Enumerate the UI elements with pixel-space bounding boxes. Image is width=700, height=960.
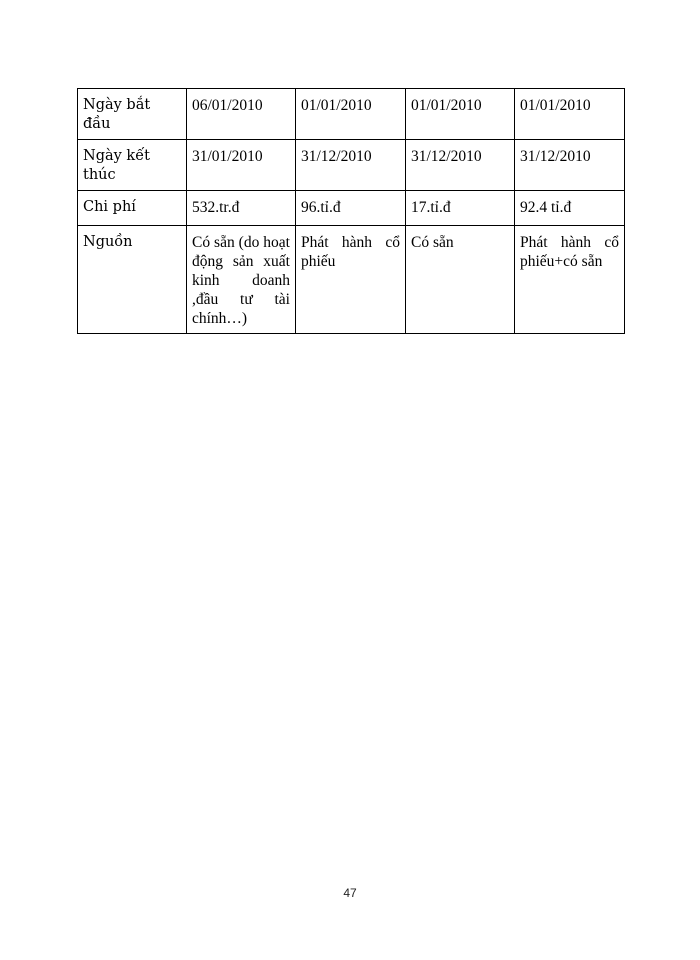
table-cell: 31/12/2010 [406, 140, 515, 191]
table-row-start-date [78, 89, 625, 140]
table-cell: 96.tỉ.đ [296, 191, 406, 226]
table-cell: Phát hành cổ phiếu+có sẵn [515, 226, 625, 334]
table-cell: 532.tr.đ [187, 191, 296, 226]
row-label: Ngày bắt đầu [78, 89, 187, 140]
row-label: Chi phí [78, 191, 187, 226]
table-row-end-date [78, 140, 625, 191]
project-table [77, 88, 625, 334]
table-cell: 01/01/2010 [406, 89, 515, 140]
table-cell: 31/01/2010 [187, 140, 296, 191]
row-label: Nguồn [78, 226, 187, 334]
row-label: Ngày kết thúc [78, 140, 187, 191]
table-cell: 01/01/2010 [296, 89, 406, 140]
table-cell: 31/12/2010 [296, 140, 406, 191]
table-row-source [78, 226, 625, 334]
table-cell: 06/01/2010 [187, 89, 296, 140]
table-cell: Có sẵn (do hoạt động sản xuất kinh doanh ,đầu tư tài chính…) [187, 226, 296, 334]
table-row-cost [78, 191, 625, 226]
table-cell: 31/12/2010 [515, 140, 625, 191]
table-cell: Phát hành cổ phiếu [296, 226, 406, 334]
table-cell: 92.4 tỉ.đ [515, 191, 625, 226]
table-cell: 17.tỉ.đ [406, 191, 515, 226]
table-cell: Có sẵn [406, 226, 515, 334]
page-number: 47 [343, 886, 357, 900]
table-cell: 01/01/2010 [515, 89, 625, 140]
